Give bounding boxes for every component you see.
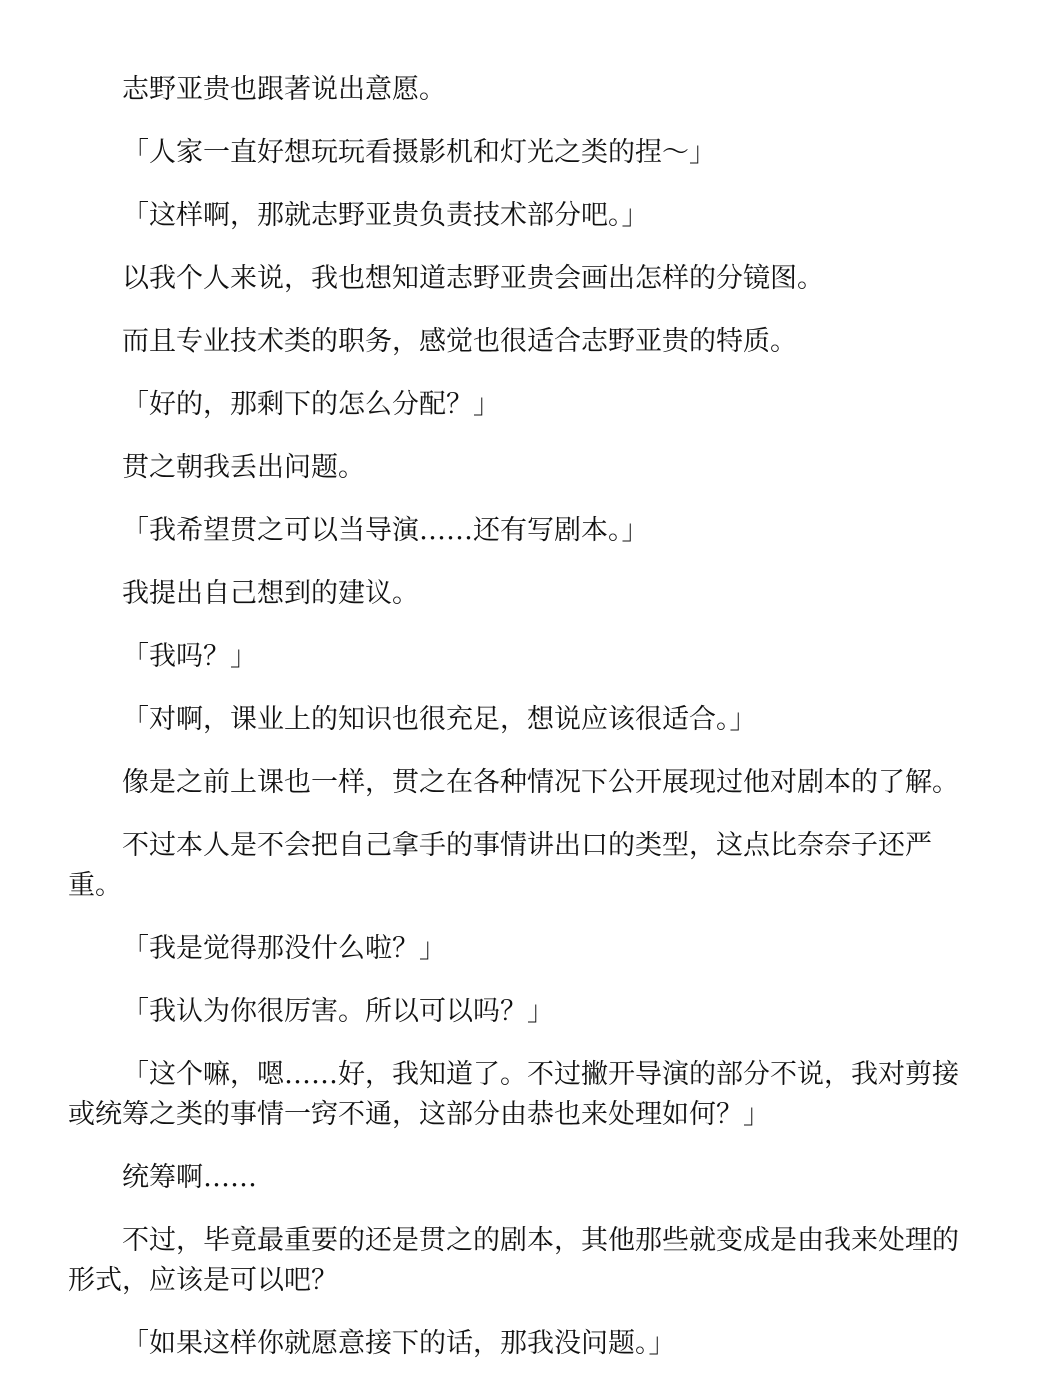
paragraph: 「我希望贯之可以当导演……还有写剧本。」	[122, 515, 649, 546]
paragraph: 不过本人是不会把自己拿手的事情讲出口的类型，这点比奈奈子还严重。	[68, 830, 932, 901]
paragraph: 像是之前上课也一样，贯之在各种情况下公开展现过他对剧本的了解。	[122, 767, 959, 798]
paragraph: 「好的，那剩下的怎么分配？」	[122, 389, 500, 420]
paragraph: 不过，毕竟最重要的还是贯之的剧本，其他那些就变成是由我来处理的形式，应该是可以吧？	[68, 1225, 959, 1296]
paragraph: 贯之朝我丢出问题。	[122, 452, 365, 483]
paragraph: 「这个嘛，嗯……好，我知道了。不过撇开导演的部分不说，我对剪接或统筹之类的事情一窍不通，这部分由恭也来处理如何？」	[68, 1059, 959, 1130]
paragraph: 「人家一直好想玩玩看摄影机和灯光之类的捏～」	[122, 137, 716, 168]
paragraph: 「对啊，课业上的知识也很充足，想说应该很适合。」	[122, 704, 757, 735]
paragraph: 「这样啊，那就志野亚贵负责技术部分吧。」	[122, 200, 649, 231]
body-text	[68, 70, 978, 1387]
paragraph: 而且专业技术类的职务，感觉也很适合志野亚贵的特质。	[122, 326, 797, 357]
paragraph: 「我吗？」	[122, 641, 257, 672]
paragraph: 「我认为你很厉害。所以可以吗？」	[122, 996, 554, 1027]
paragraph: 我提出自己想到的建议。	[122, 578, 419, 609]
paragraph: 志野亚贵也跟著说出意愿。	[122, 74, 446, 105]
paragraph: 统筹啊……	[122, 1162, 257, 1193]
paragraph: 「如果这样你就愿意接下的话，那我没问题。」	[122, 1328, 676, 1359]
paragraph: 以我个人来说，我也想知道志野亚贵会画出怎样的分镜图。	[122, 263, 824, 294]
paragraph: 「我是觉得那没什么啦？」	[122, 933, 446, 964]
